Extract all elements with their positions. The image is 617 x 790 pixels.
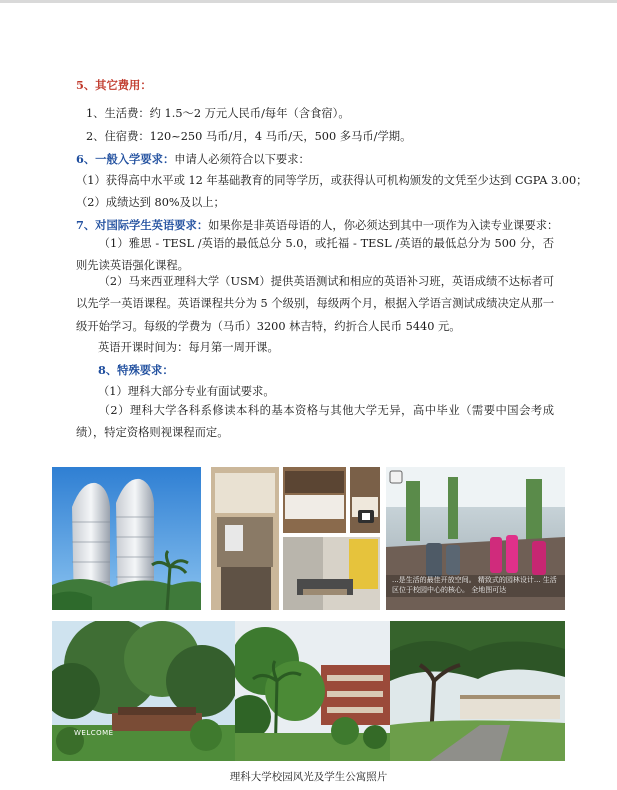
student-lounge-photo: [386, 467, 565, 610]
welcome-sign-text: WELCOME: [74, 729, 114, 737]
lounge-overlay-text: ...是生活的最佳开放空间。 精致式的园林设计... 生活区位于校园中心的核心。 全地图可达: [392, 576, 557, 594]
english-class-schedule: 英语开课时间为：每月第一周开课。: [98, 341, 279, 354]
campus-garden-photo: [52, 621, 235, 761]
english-req-para-2: （2）马来西亚理科大学（USM）提供英语测试和相应的英语补习班，英语成绩不达标者可以先学一英语课程。英语课程共分为 5 个级别，每级两个月，根据入学语言测试成绩决定从那一级开始学习。每级的学费为（马币）3200 林吉特，约折合人民币 5440 元。: [76, 275, 554, 333]
section-6-row: [76, 152, 310, 167]
page-top-border: [0, 0, 617, 3]
special-req-1: （1）理科大部分专业有面试要求。: [98, 385, 275, 398]
section-7-intro: 如果你是非英语母语的人，你必须达到其中一项作为入读专业课要求：: [208, 219, 559, 232]
campus-avenue-photo: [390, 621, 565, 761]
section-7-row: [76, 218, 558, 233]
photo-caption: 理科大学校园风光及学生公寓照片: [229, 771, 388, 783]
accommodation-cost-line: 2、住宿费：120~250 马币/月，4 马币/天，500 多马币/学期。: [86, 130, 412, 143]
section-6-heading: 6、一般入学要求：: [76, 152, 175, 166]
section-8-heading: 8、特殊要求：: [98, 363, 174, 377]
section-7-heading: 7、对国际学生英语要求：: [76, 218, 209, 232]
section-6-intro: 申请人必须符合以下要求：: [174, 153, 310, 166]
english-req-para-1: （1）雅思 - TESL /英语的最低总分 5.0，或托福 - TESL /英语的最低总分为 500 分，否则先读英语强化课程。: [76, 237, 554, 273]
twin-towers-photo: [52, 467, 201, 610]
requirement-2: （2）成绩达到 80%及以上；: [76, 196, 225, 209]
section-5-heading: 5、其它费用：: [76, 78, 152, 92]
living-cost-line: 1、生活费：约 1.5～2 万元人民币/每年（含食宿）。: [86, 107, 350, 120]
campus-palm-photo: [235, 621, 390, 761]
special-req-2: （2）理科大学各科系修读本科的基本资格与其他大学无异，高中毕业（需要中国会考成绩），特定资格则视课程而定。: [76, 404, 554, 440]
dorm-room-collage: [211, 467, 380, 610]
requirement-1: （1）获得高中水平或 12 年基础教育的同等学历，或获得认可机构颁发的文凭至少达到 CGPA 3.00；: [76, 174, 588, 187]
